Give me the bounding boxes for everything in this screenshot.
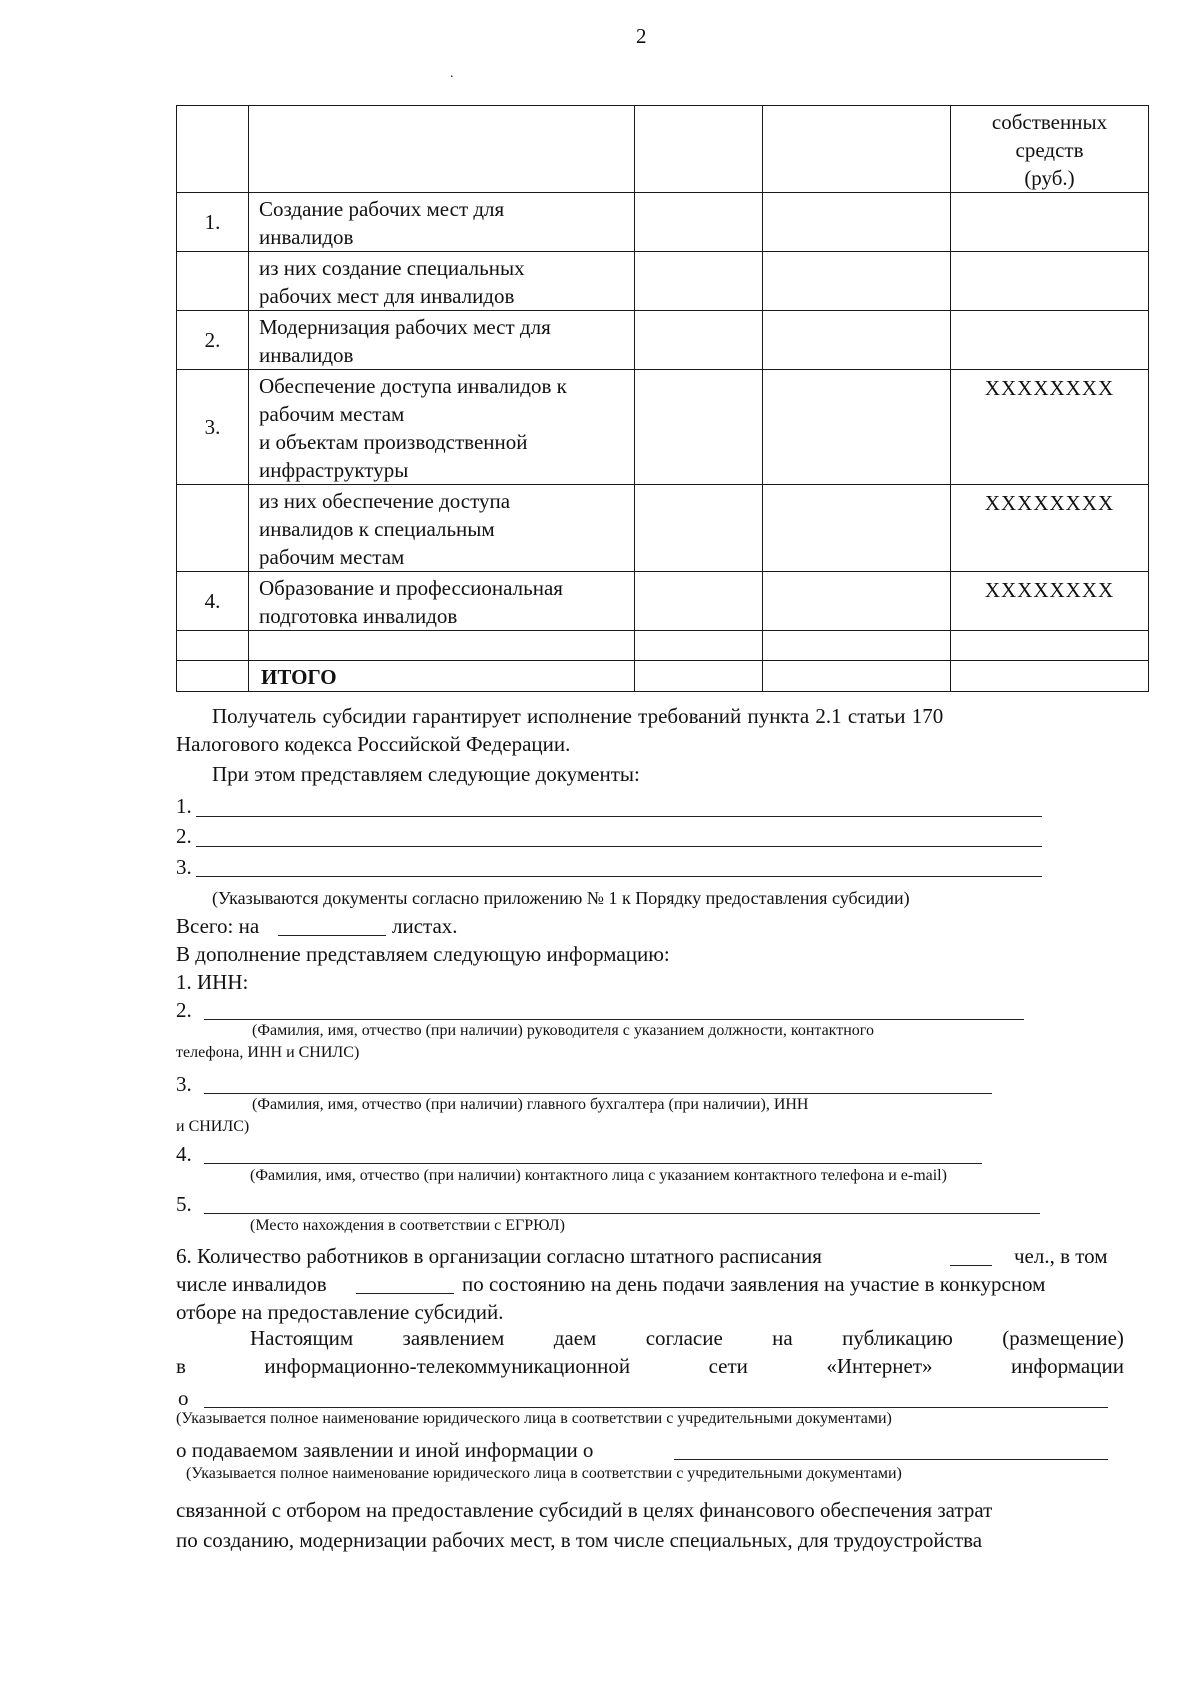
own-funds-cell[interactable] bbox=[951, 193, 1149, 252]
cell-input[interactable] bbox=[763, 661, 951, 692]
info-4-line[interactable] bbox=[204, 1163, 982, 1164]
cell-input[interactable] bbox=[635, 485, 763, 572]
cell-input[interactable] bbox=[635, 311, 763, 370]
documents-note: (Указываются документы согласно приложению № 1 к Порядку предоставления субсидии) bbox=[212, 888, 910, 908]
cell-input[interactable] bbox=[763, 485, 951, 572]
info-6-text-3: по состоянию на день подачи заявления на участие в конкурсном bbox=[462, 1272, 1046, 1296]
doc-item-line[interactable] bbox=[196, 876, 1042, 877]
documents-intro: При этом представляем следующие документы: bbox=[212, 762, 640, 786]
info-5-line[interactable] bbox=[204, 1213, 1040, 1214]
legal-name-note-2: (Указывается полное наименование юридического лица в соответствии с учредительными документами) bbox=[186, 1465, 902, 1482]
doc-item-number: 3. bbox=[176, 855, 192, 879]
info-2-line[interactable] bbox=[204, 1019, 1024, 1020]
staff-count-line[interactable] bbox=[950, 1265, 992, 1266]
info-4-note: (Фамилия, имя, отчество (при наличии) контактного лица с указанием контактного телефона и e-mail) bbox=[250, 1167, 947, 1184]
info-4-number: 4. bbox=[176, 1142, 192, 1166]
table-empty-row bbox=[177, 631, 1149, 661]
table-row bbox=[177, 311, 1149, 370]
info-2-note-cont: телефона, ИНН и СНИЛС) bbox=[176, 1044, 360, 1061]
cell-input[interactable] bbox=[951, 661, 1149, 692]
final-line-1: связанной с отбором на предоставление субсидий в целях финансового обеспечения затрат bbox=[176, 1498, 993, 1522]
row-name: Обеспечение доступа инвалидов к рабочим местам и объектам производственной инфраструктуры bbox=[249, 370, 635, 485]
cell-input[interactable] bbox=[763, 311, 951, 370]
total-pages-prefix: Всего: на bbox=[176, 914, 260, 938]
info-3-line[interactable] bbox=[204, 1093, 992, 1094]
table-row bbox=[177, 370, 1149, 485]
final-line-2: по созданию, модернизации рабочих мест, в том числе специальных, для трудоустройства bbox=[176, 1528, 983, 1552]
table-total-row bbox=[177, 661, 1149, 692]
doc-item-line[interactable] bbox=[196, 846, 1042, 847]
own-funds-cell[interactable] bbox=[951, 311, 1149, 370]
consent-line-2: в информационно-телекоммуникационной сети «Интернет» информации bbox=[176, 1354, 1124, 1378]
total-pages-suffix: листах. bbox=[392, 914, 458, 938]
cell-input[interactable] bbox=[635, 193, 763, 252]
row-number: 2. bbox=[177, 311, 249, 370]
table-row bbox=[177, 485, 1149, 572]
info-2-note: (Фамилия, имя, отчество (при наличии) руководителя с указанием должности, контактного bbox=[252, 1022, 874, 1039]
table-row bbox=[177, 193, 1149, 252]
row-number: 4. bbox=[177, 572, 249, 631]
info-6-text: 6. Количество работников в организации согласно штатного расписания bbox=[176, 1244, 822, 1268]
info-3-note-cont: и СНИЛС) bbox=[176, 1118, 250, 1135]
row-number: 1. bbox=[177, 193, 249, 252]
total-label: ИТОГО bbox=[249, 661, 635, 692]
consent-o: о bbox=[178, 1386, 189, 1410]
table-header-row bbox=[177, 106, 1149, 193]
disabled-count-line[interactable] bbox=[356, 1293, 454, 1294]
legal-name-line-1[interactable] bbox=[204, 1407, 1108, 1408]
cell-input[interactable] bbox=[635, 252, 763, 311]
info-6-text-2: числе инвалидов bbox=[176, 1272, 327, 1296]
guarantee-line-1: Получатель субсидии гарантирует исполнение требований пункта 2.1 статьи 170 bbox=[212, 704, 944, 728]
legal-name-note-1: (Указывается полное наименование юридического лица в соответствии с учредительными документами) bbox=[176, 1410, 892, 1427]
own-funds-cell: XXXXXXXX bbox=[951, 572, 1149, 631]
row-name: из них создание специальных рабочих мест для инвалидов bbox=[249, 252, 635, 311]
application-info: о подаваемом заявлении и иной информации о bbox=[176, 1438, 594, 1462]
cell-input[interactable] bbox=[763, 370, 951, 485]
doc-item-number: 1. bbox=[176, 794, 192, 818]
cell-input[interactable] bbox=[635, 370, 763, 485]
cell-input[interactable] bbox=[763, 193, 951, 252]
info-5-note: (Место нахождения в соответствии с ЕГРЮЛ) bbox=[250, 1217, 565, 1234]
row-name: Создание рабочих мест для инвалидов bbox=[249, 193, 635, 252]
info-3-note: (Фамилия, имя, отчество (при наличии) главного бухгалтера (при наличии), ИНН bbox=[252, 1096, 809, 1113]
info-inn: 1. ИНН: bbox=[176, 970, 249, 994]
doc-item-line[interactable] bbox=[196, 816, 1042, 817]
info-6-text-4: отборе на предоставление субсидий. bbox=[176, 1300, 504, 1324]
row-name: Образование и профессиональная подготовка инвалидов bbox=[249, 572, 635, 631]
additional-info-intro: В дополнение представляем следующую информацию: bbox=[176, 942, 670, 966]
row-name: Модернизация рабочих мест для инвалидов bbox=[249, 311, 635, 370]
scan-dot: . bbox=[450, 66, 454, 81]
own-funds-cell: XXXXXXXX bbox=[951, 370, 1149, 485]
row-number: 3. bbox=[177, 370, 249, 485]
info-5-number: 5. bbox=[176, 1192, 192, 1216]
cell-input[interactable] bbox=[763, 572, 951, 631]
row-number bbox=[177, 252, 249, 311]
cell-input[interactable] bbox=[763, 252, 951, 311]
doc-item-number: 2. bbox=[176, 824, 192, 848]
row-name: из них обеспечение доступа инвалидов к специальным рабочим местам bbox=[249, 485, 635, 572]
info-3-number: 3. bbox=[176, 1072, 192, 1096]
table-row bbox=[177, 572, 1149, 631]
cell-input[interactable] bbox=[635, 572, 763, 631]
own-funds-cell[interactable] bbox=[951, 252, 1149, 311]
cell-input[interactable] bbox=[635, 661, 763, 692]
own-funds-header: собственных средств (руб.) bbox=[951, 106, 1149, 193]
info-2-number: 2. bbox=[176, 998, 192, 1022]
guarantee-line-2: Налогового кодекса Российской Федерации. bbox=[176, 732, 571, 756]
consent-line-1: Настоящим заявлением даем согласие на публикацию (размещение) bbox=[250, 1326, 1124, 1350]
page-number: 2 bbox=[636, 24, 647, 48]
legal-name-line-2[interactable] bbox=[674, 1459, 1108, 1460]
total-pages-line[interactable] bbox=[278, 935, 386, 936]
info-6-text-tail: чел., в том bbox=[1014, 1244, 1108, 1268]
row-number bbox=[177, 485, 249, 572]
funding-table bbox=[176, 105, 1149, 692]
table-row bbox=[177, 252, 1149, 311]
own-funds-cell: XXXXXXXX bbox=[951, 485, 1149, 572]
